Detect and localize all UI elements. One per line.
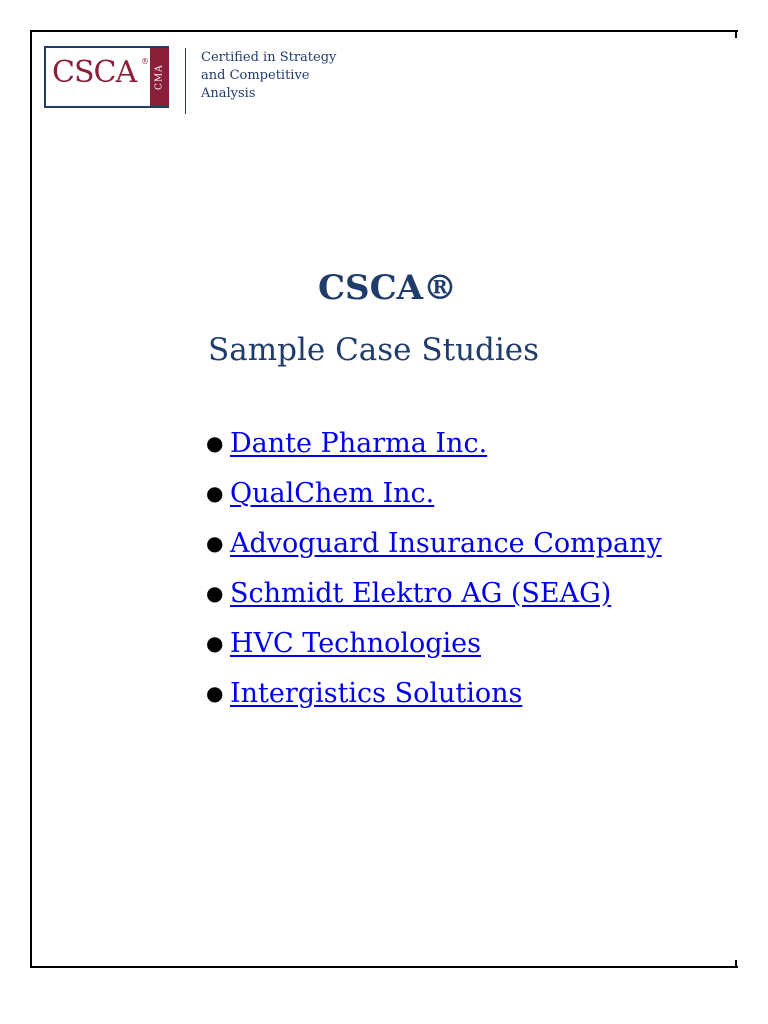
logo-registered-mark: ® <box>141 57 149 66</box>
bullet-icon: ● <box>206 481 224 505</box>
logo-wordmark: CSCA <box>52 55 137 90</box>
list-item <box>206 418 662 468</box>
page-subtitle: Sample Case Studies <box>208 332 540 368</box>
logo-mark <box>44 46 169 108</box>
bullet-icon: ● <box>206 531 224 555</box>
logo-tagline-line: Certified in Strategy <box>201 50 337 65</box>
case-study-link-advoguard[interactable]: Advoguard Insurance Company <box>230 527 662 559</box>
bullet-icon: ● <box>206 631 224 655</box>
case-study-link-dante-pharma[interactable]: Dante Pharma Inc. <box>230 427 488 459</box>
case-study-link-schmidt-elektro[interactable]: Schmidt Elektro AG (SEAG) <box>230 577 612 609</box>
case-study-link-qualchem[interactable]: QualChem Inc. <box>230 477 435 509</box>
case-study-link-hvc-technologies[interactable]: HVC Technologies <box>230 627 481 659</box>
page-border-tick <box>735 960 737 968</box>
list-item <box>206 518 662 568</box>
bullet-icon: ● <box>206 581 224 605</box>
case-study-list <box>206 418 662 718</box>
logo-vertical-text: CMA <box>154 64 165 90</box>
list-item <box>206 668 662 718</box>
logo-tagline-line: Analysis <box>201 86 256 101</box>
bullet-icon: ● <box>206 681 224 705</box>
list-item <box>206 618 662 668</box>
page-title: CSCA® <box>318 268 458 308</box>
logo-tagline <box>201 49 336 103</box>
page-border-tick <box>735 30 737 38</box>
bullet-icon: ● <box>206 431 224 455</box>
csca-logo <box>44 46 344 116</box>
case-study-link-intergistics[interactable]: Intergistics Solutions <box>230 677 523 709</box>
logo-divider <box>185 48 186 114</box>
logo-tagline-line: and Competitive <box>201 68 310 83</box>
list-item <box>206 568 662 618</box>
list-item <box>206 468 662 518</box>
